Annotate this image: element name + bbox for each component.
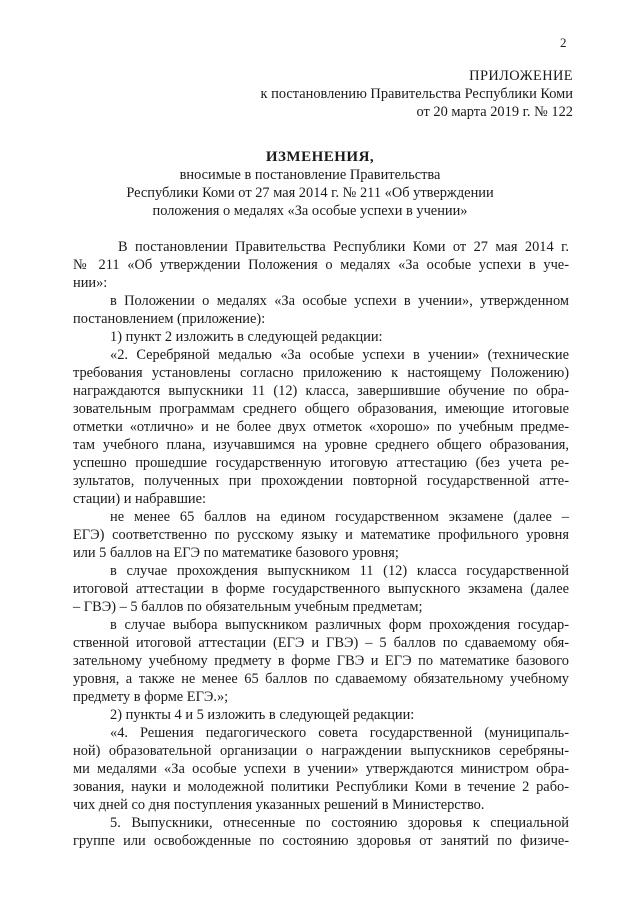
page-number: 2 <box>560 35 567 50</box>
appendix-line-1: к постановлению Правительства Республики Коми <box>260 86 573 102</box>
body-line: нии»: <box>73 275 108 291</box>
body-line: награждаются выпускники 11 (12) класса, завершившие обучение по обра- <box>73 383 569 399</box>
heading-line-2: Республики Коми от 27 мая 2014 г. № 211 «Об утверждении <box>126 185 494 201</box>
body-line: – ГВЭ) – 5 баллов по обязательным учебным предметам; <box>73 599 423 615</box>
body-line: успешно прошедшие государственную итоговую аттестацию (без учета ре- <box>73 455 569 471</box>
body-line: зовательным программам среднего общего образования, имеющие итоговые <box>73 401 569 417</box>
body-line: уровня, а также не менее 65 баллов по сдаваемому обязательному учебному <box>73 671 569 687</box>
body-line: постановлением (приложение): <box>73 311 266 327</box>
body-line: зования, науки и молодежной политики Республики Коми в течение 2 рабо- <box>73 779 569 795</box>
body-line: 5. Выпускники, отнесенные по состоянию здоровья к специальной <box>110 815 569 831</box>
appendix-title: ПРИЛОЖЕНИЕ <box>469 68 573 84</box>
body-line: ми медалями «За особые успехи в учении» утверждаются министром обра- <box>73 761 569 777</box>
body-line: чих дней со дня поступления указанных решений в Министерство. <box>73 797 485 813</box>
body-line: № 211 «Об утверждении Положения о медалях «За особые успехи в уче- <box>73 257 569 273</box>
body-line: В постановлении Правительства Республики Коми от 27 мая 2014 г. <box>118 239 569 255</box>
body-line: в случае выбора выпускником различных форм прохождения государ- <box>110 617 569 633</box>
appendix-line-2: от 20 марта 2019 г. № 122 <box>416 104 573 120</box>
body-line: предмету в форме ЕГЭ.»; <box>73 689 229 705</box>
body-line: итоговой аттестации в форме государственного выпускного экзамена (далее <box>73 581 569 597</box>
body-line: «4. Решения педагогического совета государственной (муниципаль- <box>110 725 569 741</box>
heading-line-3: положения о медалях «За особые успехи в учении» <box>152 203 468 219</box>
body-line: зультатов, полученных при прохождении повторной государственной атте- <box>73 473 569 489</box>
body-line: там учебного плана, изучавшимся на уровне среднего общего образования, <box>73 437 569 453</box>
body-line: 2) пункты 4 и 5 изложить в следующей редакции: <box>110 707 415 723</box>
heading-line-1: вносимые в постановление Правительства <box>179 167 441 183</box>
body-line: зательному учебному предмету в форме ГВЭ и ЕГЭ по математике базового <box>73 653 569 669</box>
body-line: в случае прохождения выпускником 11 (12) класса государственной <box>110 563 569 579</box>
document-heading: ИЗМЕНЕНИЯ, <box>265 149 375 165</box>
body-line: в Положении о медалях «За особые успехи в учении», утвержденном <box>110 293 569 309</box>
body-line: 1) пункт 2 изложить в следующей редакции: <box>110 329 383 345</box>
body-line: отметки «отлично» и не более двух отметок «хорошо» по учебным предме- <box>73 419 569 435</box>
body-line: не менее 65 баллов на едином государственном экзамене (далее – <box>110 509 569 525</box>
body-line: ственной итоговой аттестации (ЕГЭ и ГВЭ) – 5 баллов по сдаваемому обя- <box>73 635 569 651</box>
body-line: «2. Серебряной медалью «За особые успехи в учении» (технические <box>110 347 569 363</box>
body-line: ЕГЭ) соответственно по русскому языку и математике профильного уровня <box>73 527 569 543</box>
body-line: стации) и набравшие: <box>73 491 206 507</box>
body-line: или 5 баллов на ЕГЭ по математике базового уровня; <box>73 545 399 561</box>
body-line: группе или освобожденные по состоянию здоровья от занятий по физиче- <box>73 833 569 849</box>
body-line: требования установлены согласно приложению к настоящему Положению) <box>73 365 569 381</box>
body-line: ной) образовательной организации о награждении выпускников серебряны- <box>73 743 569 759</box>
